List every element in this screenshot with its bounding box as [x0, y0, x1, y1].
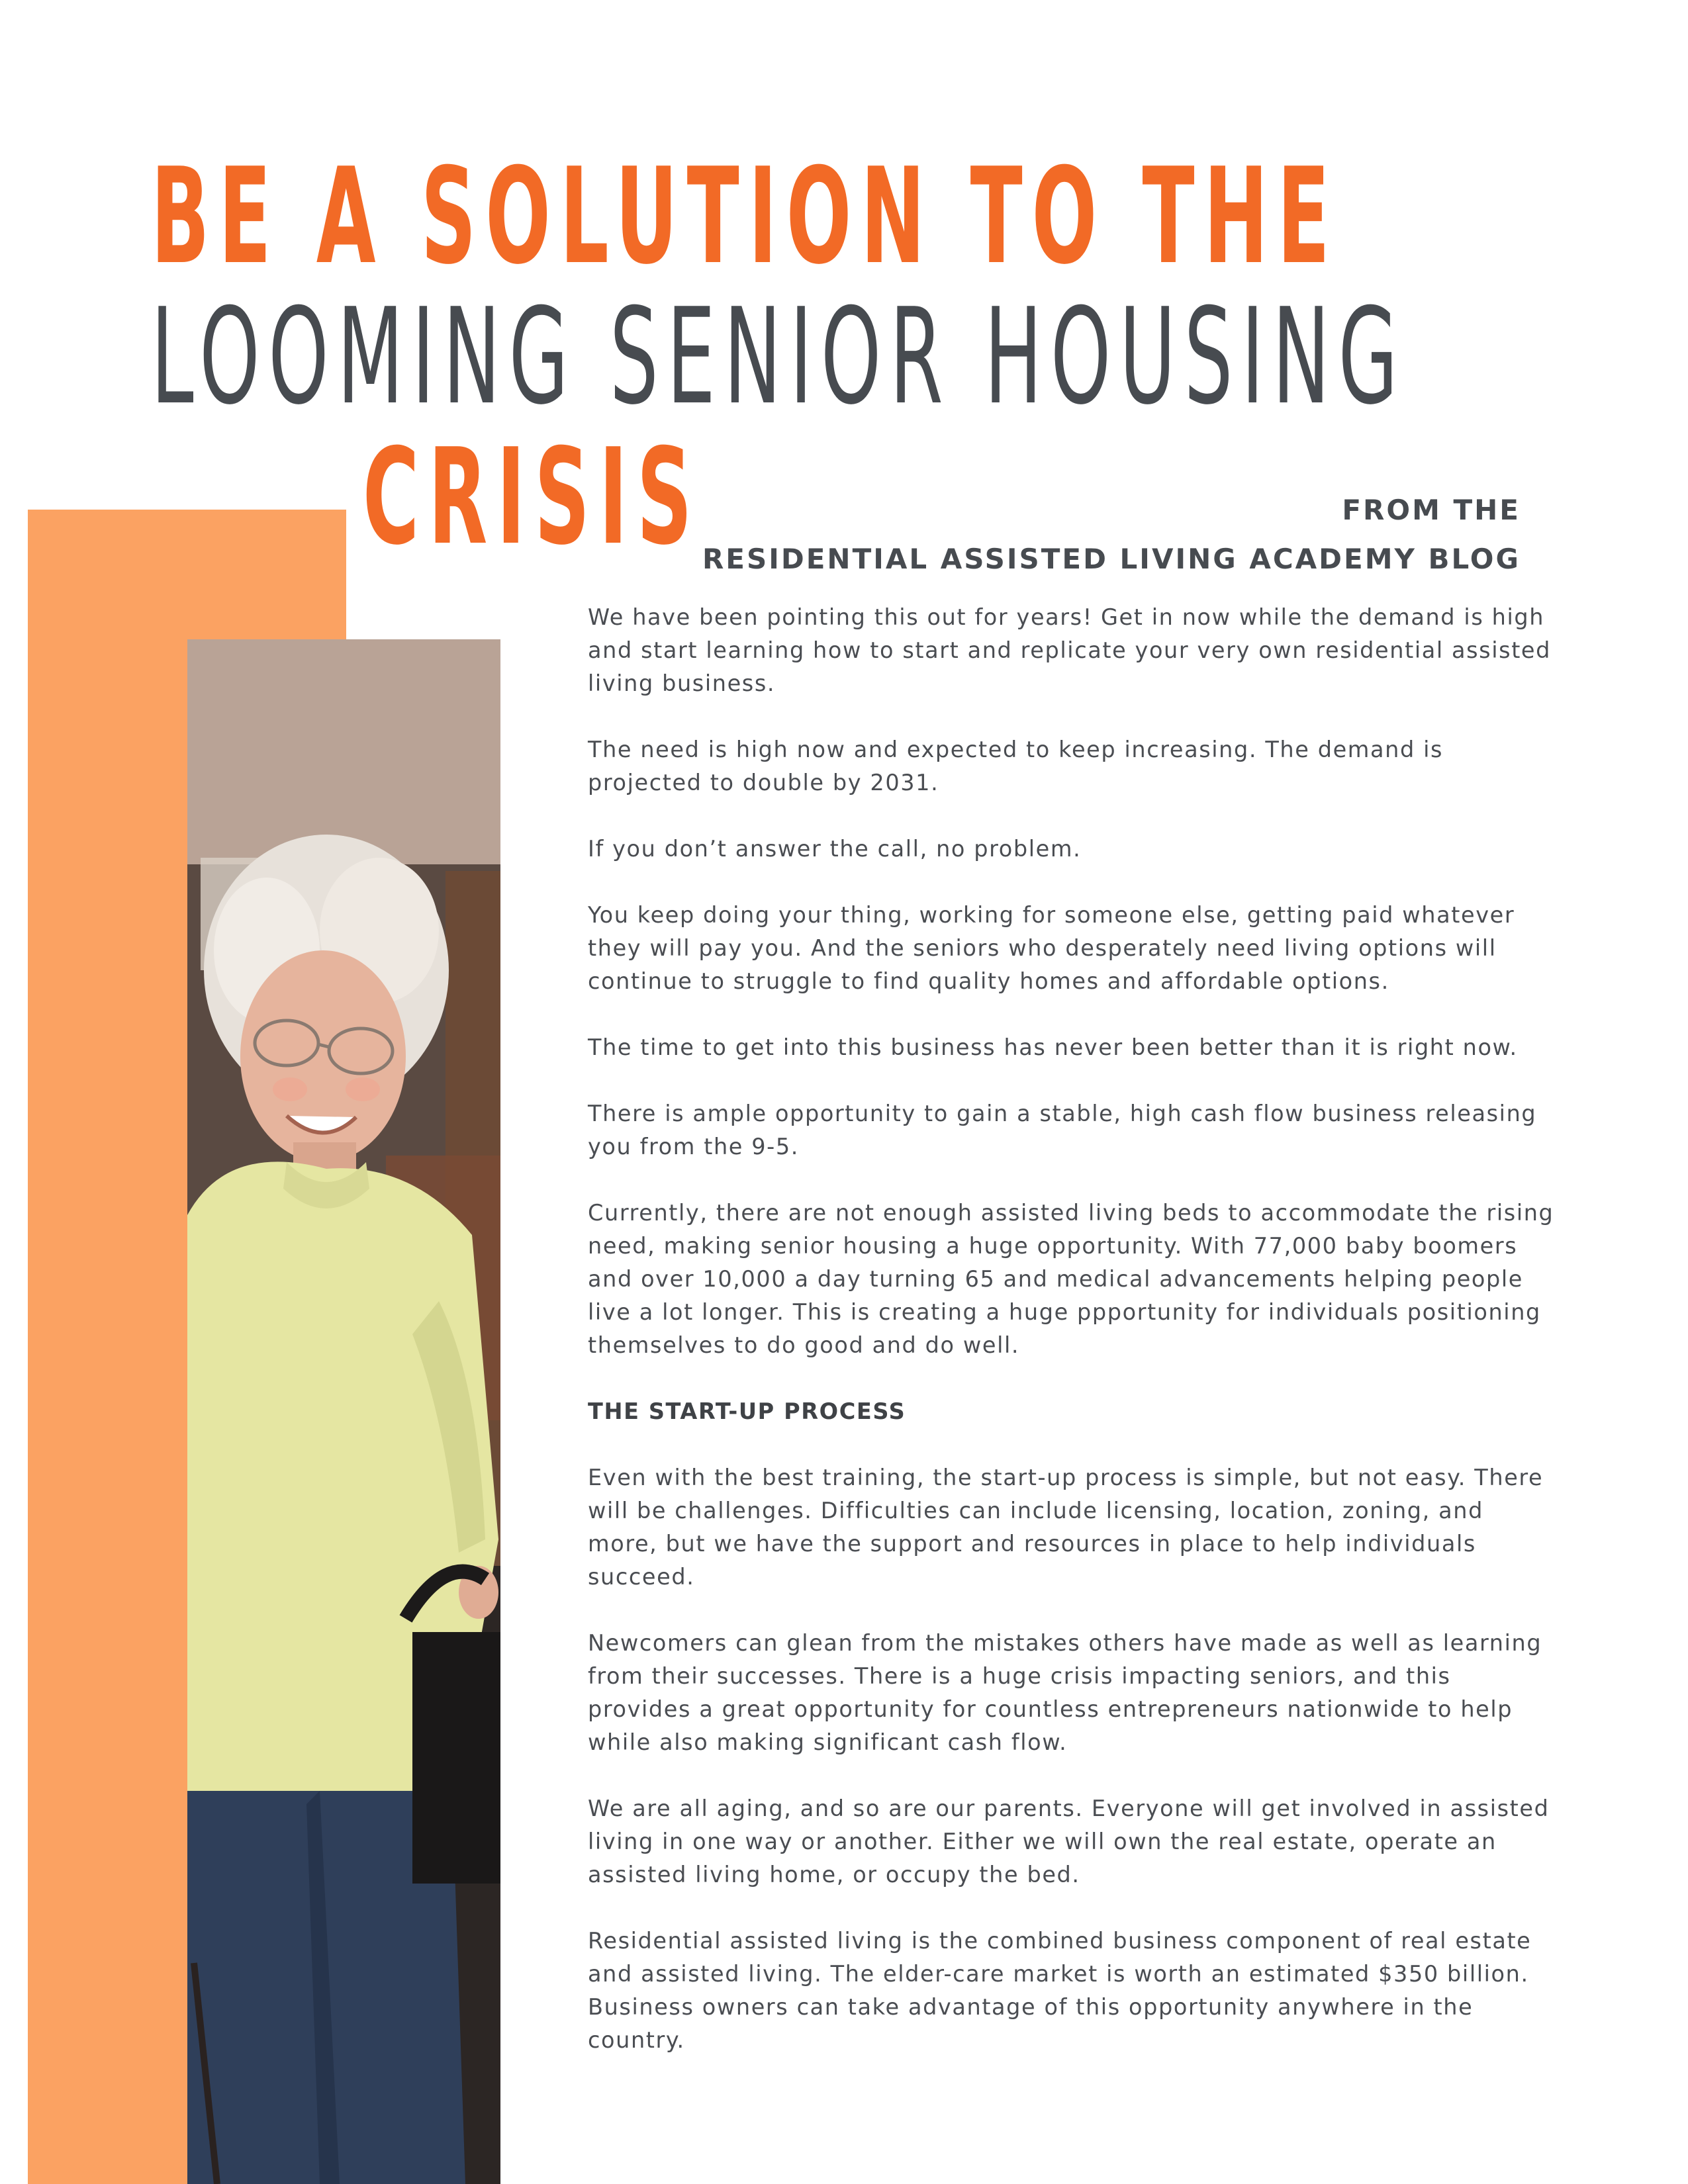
paragraph-1: We have been pointing this out for years! Get in now while the demand is high and start learning how to start and replicate your very own residential assisted living business. — [588, 604, 1552, 696]
paragraph-6: There is ample opportunity to gain a stable, high cash flow business releasing you from the 9-5. — [588, 1101, 1537, 1160]
title-line-1: BE A SOLUTION TO THE — [151, 140, 1339, 294]
paragraph-7: Currently, there are not enough assisted living beds to accommodate the rising need, making senior housing a huge opportunity. With 77,000 baby boomers and over 10,000 a day turning 65 and medical advancements helping people live a lot longer. This is creating a huge ppportunity for individuals positioning themselves to do good and do well. — [588, 1200, 1554, 1358]
paragraph-5: The time to get into this business has never been better than it is right now. — [588, 1034, 1518, 1060]
title-line-2: LOOMING SENIOR HOUSING — [151, 280, 1407, 434]
paragraph-8: Even with the best training, the start-up process is simple, but not easy. There will be challenges. Difficulties can include licensing, location, zoning, and more, but we have the support and resources in place to help individuals succeed. — [588, 1465, 1544, 1590]
paragraph-3: If you don’t answer the call, no problem. — [588, 836, 1082, 862]
paragraph-4: You keep doing your thing, working for someone else, getting paid whatever they will pay you. And the seniors who desperately need living options will continue to struggle to find quality homes and affordable options. — [588, 902, 1515, 994]
section-heading: THE START-UP PROCESS — [588, 1398, 906, 1424]
paragraph-10: We are all aging, and so are our parents. Everyone will get involved in assisted living in one way or another. Either we will own the real estate, operate an assisted living home, or occupy the bed. — [588, 1796, 1550, 1888]
byline-source: RESIDENTIAL ASSISTED LIVING ACADEMY BLOG — [702, 543, 1521, 575]
paragraph-9: Newcomers can glean from the mistakes others have made as well as learning from their successes. There is a huge crisis impacting seniors, and this provides a great opportunity for countless entrepreneurs nationwide to help while also making significant cash flow. — [588, 1630, 1542, 1755]
title-line-3: CRISIS — [363, 420, 702, 574]
senior-woman-illustration — [187, 639, 500, 2184]
senior-woman-photo — [187, 639, 500, 2184]
article-body — [588, 601, 1554, 2090]
paragraph-11: Residential assisted living is the combined business component of real estate and assisted living. The elder-care market is worth an estimated $350 billion. Business owners can take advantage of this opportunity anywhere in the country. — [588, 1928, 1532, 2053]
byline-from: FROM THE — [1342, 494, 1521, 526]
paragraph-2: The need is high now and expected to keep increasing. The demand is projected to double by 2031. — [588, 737, 1444, 796]
